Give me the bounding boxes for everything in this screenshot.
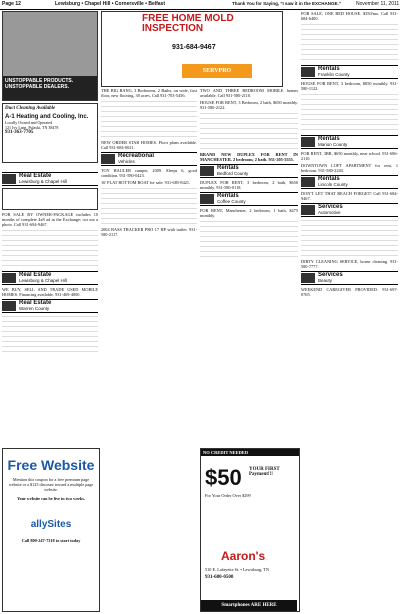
ducting-title: Duct Cleaning Available — [5, 106, 56, 111]
free-website-blurb: Mention this coupon for a free premium page website or a $125 discount toward a multiple page website. — [8, 477, 94, 492]
classified-text-block — [2, 315, 98, 355]
section-services-beauty: Services Beauty — [301, 271, 398, 285]
column-4 — [301, 11, 398, 611]
section-rentals-marion: Rentals Marion County — [301, 135, 398, 149]
classified: DIRTY CLEANING SERVICE, house cleaning. 931-580-7777. — [301, 259, 398, 269]
classified: FOR SALE BY OWNER-PACKAGE includes 10 months of complete 4x8 ad in the Exchange; cut out a photo. Call 931-684-9467. — [2, 212, 98, 227]
aarons-sub: For Your Order Over $299 — [205, 493, 251, 498]
key-icon — [200, 194, 214, 204]
page-header — [0, 0, 400, 10]
issue-date: November 11, 2011 — [356, 1, 400, 7]
classified: FOR SALE, ONE BED HOUSE. $350/mo. Call 931-684-6400. — [301, 11, 398, 21]
free-website-note: Your website can be live in two weeks. — [17, 496, 85, 501]
aarons-price: $50 — [205, 465, 242, 490]
mold-ad — [101, 11, 283, 87]
classified: DOWNTOWN LOFT APARTMENT for rent, 1 bedroom. 931-580-2240. — [301, 163, 398, 173]
classified-text-block — [200, 112, 298, 152]
unstoppable-line2: UNSTOPPABLE DEALERS. — [5, 84, 69, 90]
mold-phone: 931-684-9467 — [172, 44, 216, 51]
classified-text-block — [301, 23, 398, 63]
classified-text-block — [200, 220, 298, 260]
section-rentals-coffee: Rentals Coffee County — [200, 192, 298, 206]
house-icon — [2, 301, 16, 311]
ducting-sub: Locally Owned and Operated — [5, 120, 53, 125]
wrench-icon — [301, 205, 315, 215]
ducting-address: 121 Ivy Lane, Pulaski, TN 38478 — [5, 125, 59, 130]
section-services: Services Automotive — [301, 203, 398, 217]
sold-sign-ad — [2, 188, 98, 210]
section-rentals-franklin: Rentals Franklin County — [301, 65, 398, 79]
classified-text-block — [2, 229, 98, 269]
classified: TOY HAULER camper, 2009. Sleeps 6, good condition. 931-580-0423. — [101, 168, 197, 178]
rv-icon — [101, 154, 115, 164]
classified: 2004 BASS TRACKER PRO 17 HP with trailer. 931-580-2117. — [101, 227, 197, 237]
aarons-first-payment: YOUR FIRST Payment!!! — [249, 467, 280, 477]
allysites-call: Call 800-247-7318 to start today — [21, 538, 81, 543]
key-icon — [301, 137, 315, 147]
tractor-ad — [2, 11, 98, 101]
classified: DON'T LET THAT BEACH FORGET! Call 931-684-9467. — [301, 191, 398, 201]
aarons-logo: Aaron's — [221, 549, 266, 563]
classified-text-block — [101, 187, 197, 227]
ducting-phone: 931-363-7705 — [5, 130, 34, 135]
ducting-ad — [2, 103, 98, 163]
column-3 — [200, 88, 298, 438]
section-real-estate-1: Real Estate Lewisburg & Chapel Hill — [2, 172, 98, 186]
paper-name: Lewisburg • Chapel Hill • Cornersville • Belfast — [55, 1, 165, 7]
aarons-phone: 931-680-0500 — [205, 575, 234, 580]
servpro-logo: SERVPRO — [182, 64, 252, 78]
section-real-estate-2: Real Estate Lewisburg & Chapel Hill — [2, 271, 98, 285]
classified: WE BUY, SELL AND TRADE USED MOBILE HOMES. Financing available. 931-469-4000. — [2, 287, 98, 297]
classified: BRAND NEW DUPLEX FOR RENT IN MANCHESTER. 2 bedroom, 2 bath. 931-205-5555. — [200, 152, 298, 162]
aarons-smartphones: Smartphones ARE HERE — [201, 600, 297, 611]
section-rentals-lincoln: Rentals Lincoln County — [301, 175, 398, 189]
classified: FOR RENT, 3BR, $650 monthly, near school. 931-686-2110. — [301, 151, 398, 161]
classified: FOR RENT, Manchester, 2 bedroom, 1 bath, $475 monthly. — [200, 208, 298, 218]
aarons-address: 510 E. Lafayette St. • Lewisburg, TN — [205, 567, 269, 572]
mold-title: FREE HOME MOLD INSPECTION — [142, 13, 234, 34]
classified: WEEKEND CAREGIVER PROVIDED. 931-697-0765. — [301, 287, 398, 297]
key-icon — [301, 177, 315, 187]
classified: HOUSE FOR RENT, 3 bedroom, $850 monthly. 931-580-1122. — [301, 81, 398, 91]
free-website-title: Free Website — [7, 457, 95, 473]
column-2 — [101, 88, 197, 438]
house-icon — [2, 174, 16, 184]
classified-text-block — [301, 219, 398, 259]
section-recreational: Recreational Vehicles — [101, 152, 197, 166]
unstoppable-ad — [2, 11, 98, 165]
classified-text-block — [301, 93, 398, 133]
key-icon — [301, 67, 315, 77]
aarons-ad — [200, 448, 300, 612]
unstoppable-line1: UNSTOPPABLE PRODUCTS. — [5, 78, 74, 84]
scissors-icon — [301, 273, 315, 283]
aarons-top: NO CREDIT NEEDED — [201, 449, 299, 456]
classified-text-block — [101, 100, 197, 140]
house-icon — [2, 273, 16, 283]
classified: TWO AND THREE BEDROOM MOBILE homes available. Call 931-580-2110. — [200, 88, 298, 98]
allysites-logo: allySites — [30, 519, 72, 530]
ducting-company: A-1 Heating and Cooling, Inc. — [5, 114, 89, 120]
free-website-ad — [2, 448, 100, 612]
section-real-estate-warren: Real Estate Warren County — [2, 299, 98, 313]
section-rentals-bedford: Rentals Bedford County — [200, 164, 298, 178]
classified: NEW ORDER STAR HOMES. Floor plans available. Call 931-684-0021. — [101, 140, 197, 150]
thanks-line: Thank You for Saying, "I saw it in the EXCHANGE." — [232, 1, 341, 6]
page-number: Page 12 — [2, 1, 21, 7]
classified: THE BIG BANG, 3 Bedrooms, 2 Baths, on wide, first floor, new flooring, 30 acres. Call 931-703-5456. — [101, 88, 197, 98]
classified: 16' FLAT BOTTOM BOAT for sale. 931-685-8421. — [101, 180, 191, 185]
key-icon — [200, 166, 214, 176]
classified: HOUSE FOR RENT, 3 Bedroom, 2 bath, $650 monthly. 931-580-2122. — [200, 100, 298, 110]
classified: DUPLEX FOR RENT, 3 bedroom, 2 bath, $650 monthly. 931-580-0118. — [200, 180, 298, 190]
